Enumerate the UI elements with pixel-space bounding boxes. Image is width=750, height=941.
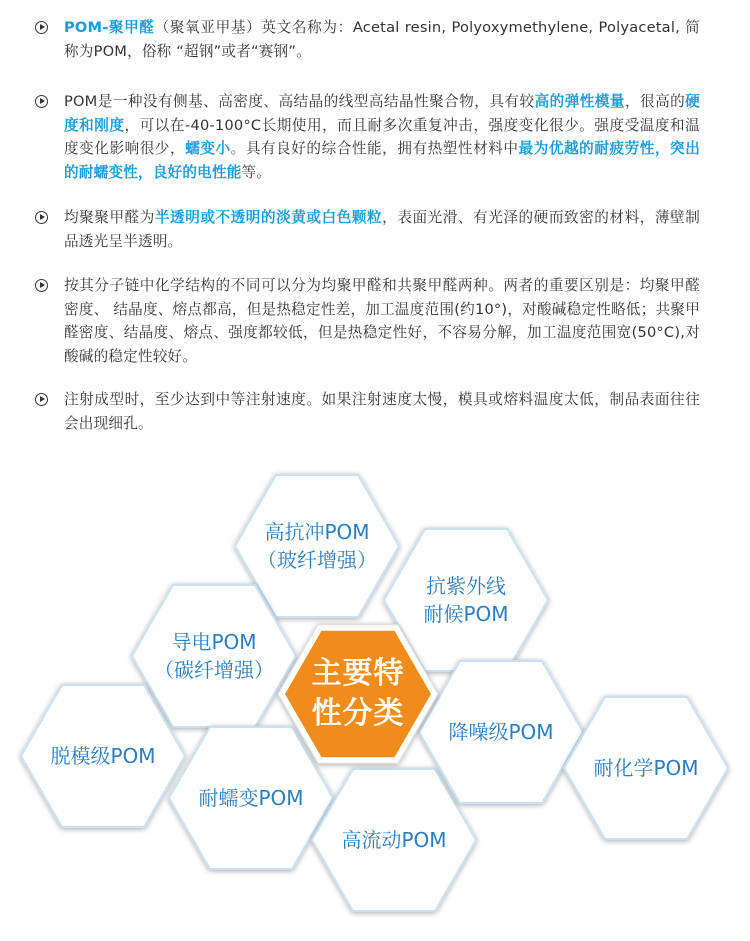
text-segment: ，可以在-40-100°C长期使用，而且耐多次重复冲击，强度变化很少。强度受温度和温度变化影响很少， xyxy=(64,116,700,157)
text-segment: 。具有良好的综合性能，拥有热塑性材料中 xyxy=(230,140,519,157)
paragraph-text xyxy=(64,90,700,184)
hexagon-label-impact xyxy=(257,518,377,574)
paragraph-text xyxy=(64,274,700,368)
highlighted-text: 半透明或不透明的淡黄或白色颗粒 xyxy=(154,209,383,226)
paragraph xyxy=(0,268,750,364)
text-segment: POM是一种没有侧基、高密度、高结晶的线型高结晶性聚合物，具有较 xyxy=(64,93,535,110)
hexagon-label-line: 耐蠕变POM xyxy=(198,786,304,810)
paragraph-text xyxy=(64,16,700,63)
hexagon-center-label xyxy=(312,654,405,734)
play-bullet-icon xyxy=(35,211,48,224)
text-segment: 均聚聚甲醛为 xyxy=(64,209,155,226)
hexagon-label-creep xyxy=(198,784,303,812)
paragraph xyxy=(0,84,750,180)
hexagon-label-line: 高抗冲POM xyxy=(264,520,370,544)
text-segment: 等。 xyxy=(241,163,272,181)
hexagon-label-line: 耐候POM xyxy=(423,602,509,626)
hexagon-label-line: （玻纤增强） xyxy=(257,548,377,572)
paragraph xyxy=(0,382,750,432)
highlighted-text: 蠕变小 xyxy=(185,140,231,157)
hexagon-label-uv xyxy=(423,572,508,628)
paragraph xyxy=(0,10,750,60)
hexagon-label-line: 耐化学POM xyxy=(593,756,699,780)
play-bullet-icon xyxy=(35,95,48,108)
play-bullet-icon xyxy=(35,279,48,292)
hexagon-label-line: 导电POM xyxy=(171,630,257,654)
hexagon-label-noise xyxy=(448,718,553,746)
hexagon-label-flow xyxy=(341,826,446,854)
play-bullet-icon xyxy=(35,393,48,406)
feature-hexagon-diagram xyxy=(0,450,750,941)
hexagon-label-line: 脱模级POM xyxy=(50,744,156,768)
hexagon-label-conductive xyxy=(154,628,274,684)
hexagon-center-label-line: 主要特 xyxy=(311,656,405,691)
highlighted-text: 硬度和刚度 xyxy=(64,93,701,134)
text-segment: ，表面光滑、有光泽的硬而致密的材料，薄壁制品透光呈半透明。 xyxy=(64,209,700,250)
play-bullet-icon xyxy=(35,21,48,34)
text-segment: 注射成型时，至少达到中等注射速度。如果注射速度太慢，模具或熔料温度太低，制品表面往往会出现细孔。 xyxy=(64,391,700,432)
hexagon-label-line: （碳纤增强） xyxy=(154,658,274,682)
text-segment: 按其分子链中化学结构的不同可以分为均聚甲醛和共聚甲醛两种。两者的重要区别是：均聚甲醛密度、 结晶度、熔点都高，但是热稳定性差，加工温度范围(约10°)，对酸碱稳定性略低；共聚甲醛密度、结晶度、熔点、强度都较低，但是热稳定性好，不容易分解，加工温度范围宽(50°C),对酸碱的稳定性较好。 xyxy=(64,277,700,365)
paragraph xyxy=(0,200,750,250)
hexagon-label-release xyxy=(50,742,155,770)
hexagon-label-line: 抗紫外线 xyxy=(426,574,506,598)
paragraph-text xyxy=(64,206,700,253)
hexagon-center-label-line: 性分类 xyxy=(311,696,405,731)
text-segment: （聚氧亚甲基）英文名称为：Acetal resin, Polyoxymethylene, Polyacetal, 简称为POM，俗称 “超钢”或者“赛钢”。 xyxy=(64,19,700,60)
hexagon-label-line: 降噪级POM xyxy=(448,720,554,744)
hexagon-label-chemical xyxy=(593,754,698,782)
highlighted-text: 最为优越的耐疲劳性，突出的耐蠕变性，良好的电性能 xyxy=(64,140,700,181)
hexagon-label-line: 高流动POM xyxy=(341,828,447,852)
highlighted-text: POM-聚甲醛 xyxy=(64,19,155,36)
text-segment: ，很高的 xyxy=(624,93,686,110)
paragraph-text xyxy=(64,388,700,435)
highlighted-text: 高的弹性模量 xyxy=(534,93,625,110)
